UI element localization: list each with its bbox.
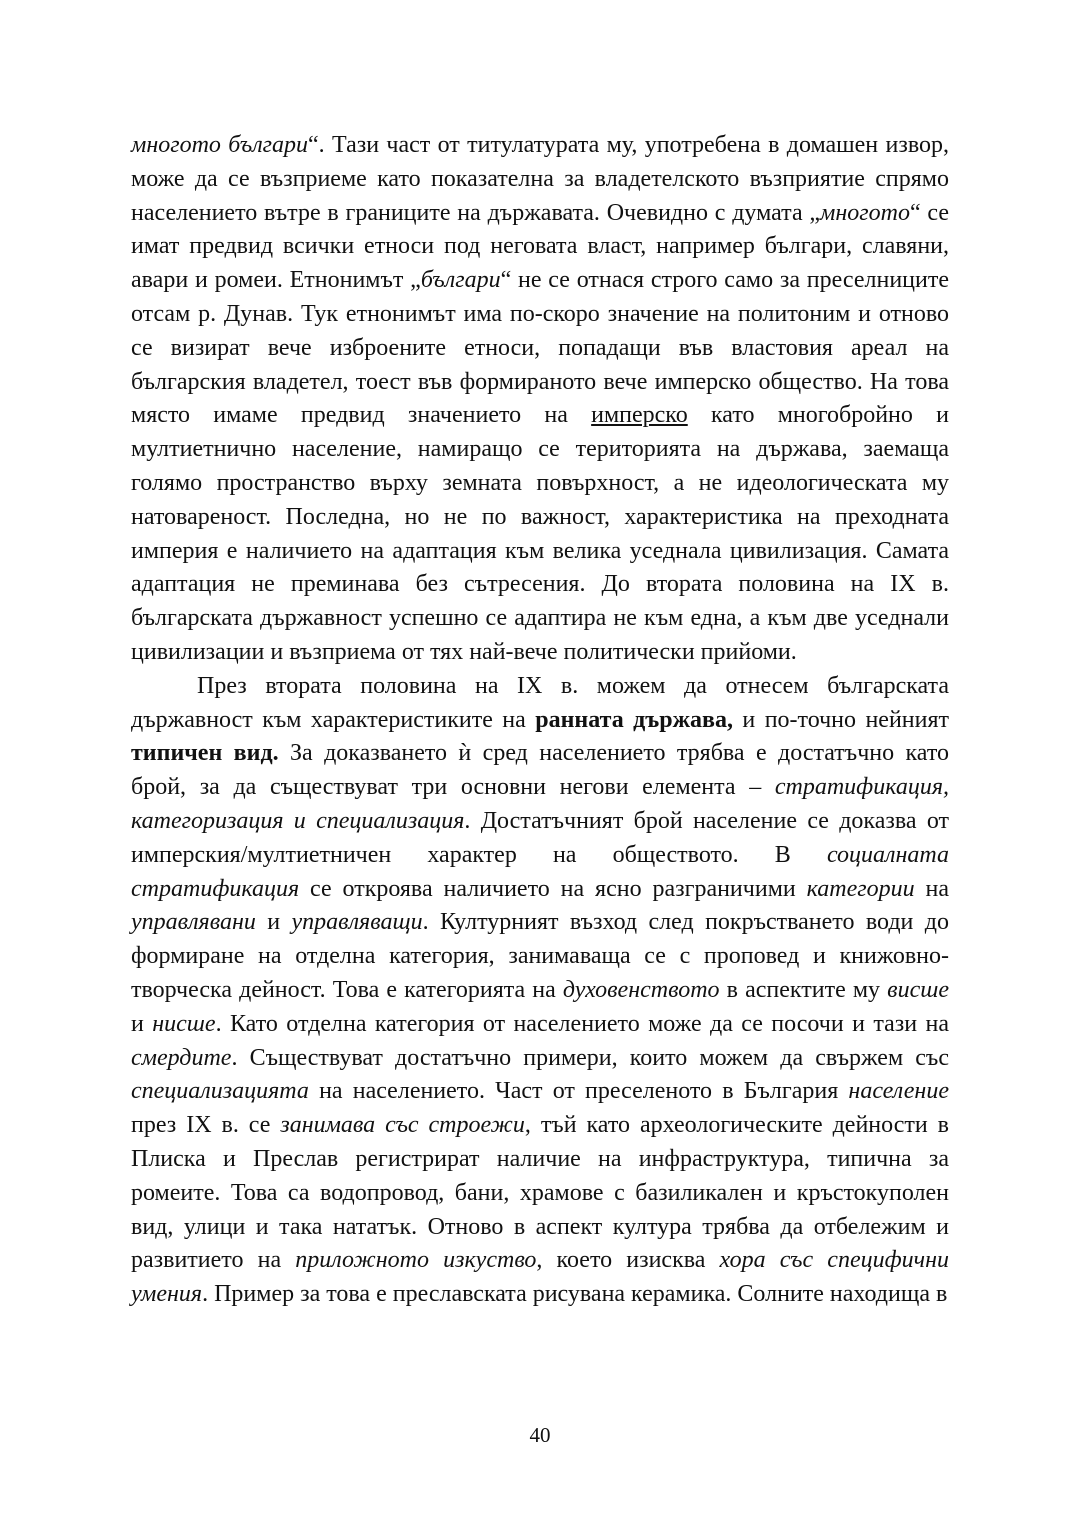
italic-text-run: занимава със строежи (280, 1112, 525, 1139)
text-run: в аспектите му (719, 976, 888, 1003)
bold-text-run: ранната държава, (535, 706, 733, 733)
text-run: през IX в. се (131, 1112, 281, 1139)
text-run: на населението. Част от преселеното в България (308, 1078, 849, 1105)
text-run: . Достатъчният брой население се доказва от имперския/мултиетничен характер на обществото. В (131, 807, 949, 868)
text-run: на (914, 875, 949, 902)
text-run: се откроява наличието на ясно разграничими (299, 875, 807, 902)
text-run: . Културният възход след покръстването води до формиране на отделна категория, занимаваща се с проповед и книжовно-творческа дейност. Това е категорията на (131, 909, 949, 1003)
text-run: “ се имат предвид всички етноси под неговата власт, например българи, славяни, авари и ромеи. Етнонимът „ (131, 199, 950, 294)
italic-text-run: категории (806, 875, 915, 902)
italic-text-run: управляващи (291, 909, 423, 936)
text-run: . Като отделна категория от населението може да се посочи и тази на (215, 1010, 949, 1037)
italic-text-run: духовенството (562, 976, 720, 1003)
text-run: . Пример за това е преславската рисувана керамика. Солните находища в (202, 1281, 948, 1308)
italic-text-run: българи (420, 267, 501, 294)
italic-text-run: специализацията (131, 1078, 309, 1105)
italic-text-run: многото българи (131, 132, 309, 158)
italic-text-run: многото (820, 199, 910, 226)
text-run: и по-точно нейният (732, 706, 950, 733)
text-run: и (255, 909, 292, 936)
text-run: като многобройно и мултиетнично население, намиращо се територията на държава, заемаща голямо пространство върху земната повърхност, а не идеологическата му натовареност. Последна, но не по важност, характеристика на преходната империя е наличието на адаптация към велика уседнала цивилизация. Самата адаптация не преминава без сътресения. До втората половина на IX в. българската държавност успешно се адаптира не към една, а към две уседнали цивилизации и възприема от тях най-вече политически прийоми. (131, 402, 949, 665)
text-run: . Съществуват достатъчно примери, които можем да свържем със (231, 1044, 949, 1071)
italic-text-run: висше (887, 976, 950, 1003)
text-run: “. Тази част от титулатурата му, употребена в домашен извор, може да се възприеме като показателна за владетелското възприятие спрямо населението вътре в границите на държавата. Очевидно с думата „ (131, 132, 949, 226)
text-run: “ не се отнася строго само за преселниците отсам р. Дунав. Тук етнонимът има по-скоро значение на политоним и отново се визират вече изброените етноси, попадащи във властовия ареал на българския владетел, тоест във формираното вече имперско общество. На това място имаме предвид значението на (131, 267, 949, 429)
page-number: 40 (529, 1423, 551, 1447)
underline-text-run: имперско (591, 402, 688, 429)
paragraph (131, 129, 949, 670)
text-run: За доказването ѝ сред населението трябва е достатъчно като брой, за да съществуват три основни негови елемента – (131, 740, 949, 801)
italic-text-run: население (848, 1078, 949, 1105)
bold-text-run: типичен вид. (131, 740, 279, 767)
paragraph (131, 670, 949, 1312)
italic-text-run: управлявани (131, 909, 256, 936)
italic-text-run: приложното изкуство (295, 1247, 537, 1274)
italic-text-run: нисше (152, 1010, 216, 1037)
text-run: , тъй като археологическите дейности в Плиска и Преслав регистрират наличие на инфраструктура, типична за ромеите. Това са водопровод, бани, храмове с базиликален и кръстокуполен вид, улици и така нататък. Отново в аспект култура трябва да отбележим и развитието на (131, 1112, 949, 1274)
text-run: През втората половина на IX в. можем да отнесем българската държавност към характеристиките на (131, 672, 949, 733)
italic-text-run: смердите (131, 1044, 232, 1071)
italic-text-run: стратификация, категоризация и специализация (131, 774, 949, 834)
text-run: и (131, 1010, 153, 1037)
body-text (131, 129, 949, 1312)
text-run: , което изисква (536, 1247, 720, 1274)
italic-text-run: социалната стратификация (131, 841, 949, 902)
italic-text-run: хора със специфични умения (131, 1247, 949, 1308)
